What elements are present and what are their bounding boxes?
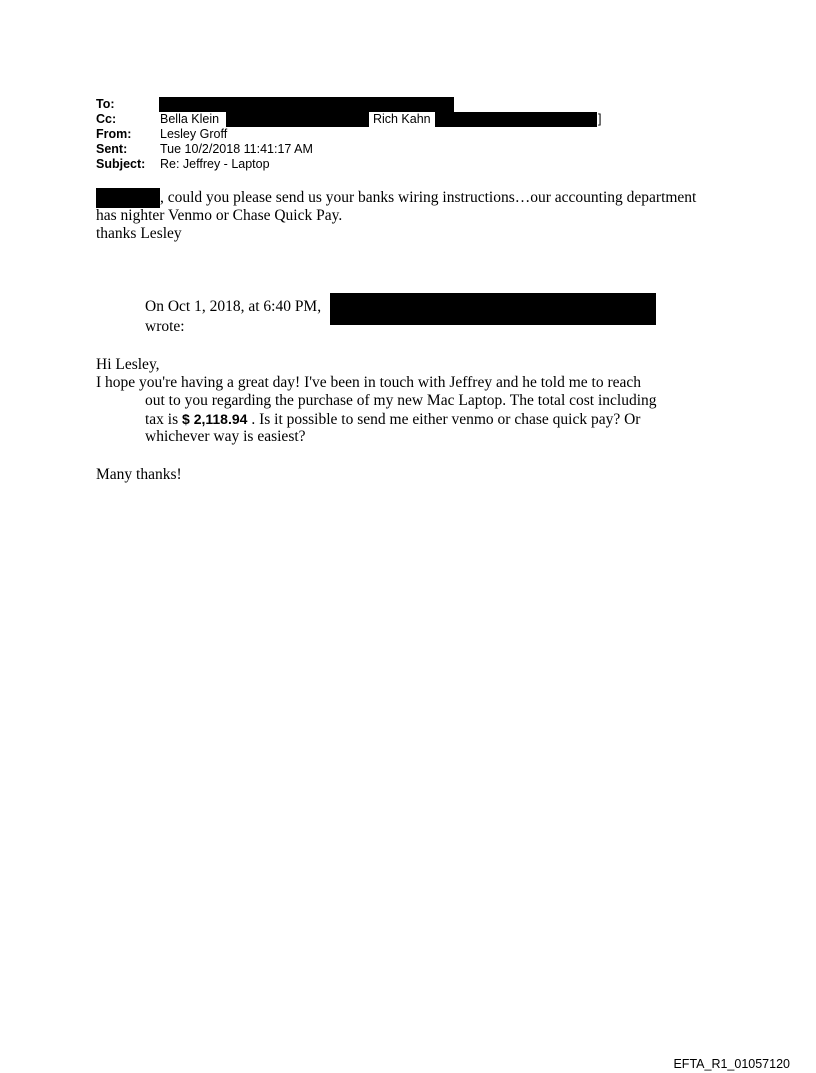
message-line: I hope you're having a great day! I've been in touch with Jeffrey and he told me to reach xyxy=(96,374,642,391)
quote-intro: On Oct 1, 2018, at 6:40 PM, xyxy=(145,298,322,315)
redaction-block xyxy=(159,97,454,112)
reply-text: , could you please send us your banks wiring instructions…our accounting department xyxy=(160,189,697,206)
reply-line: has nighter Venmo or Chase Quick Pay. xyxy=(96,207,343,224)
redaction-block xyxy=(330,293,656,325)
reply-body xyxy=(96,189,736,243)
cc-name: ; Rich Kahn xyxy=(366,112,431,126)
reply-line xyxy=(96,189,736,207)
greeting: Hi Lesley, xyxy=(96,356,160,373)
message-line: out to you regarding the purchase of my new Mac Laptop. The total cost including xyxy=(145,392,657,409)
redaction-block xyxy=(96,188,160,208)
document-id: EFTA_R1_01057120 xyxy=(673,1057,790,1071)
reply-line: thanks Lesley xyxy=(96,225,182,242)
message-line xyxy=(96,410,716,428)
subject-value: Re: Jeffrey - Laptop xyxy=(160,157,270,171)
redaction-block xyxy=(226,112,369,127)
quote-wrote: wrote: xyxy=(145,318,185,335)
from-label: From: xyxy=(96,127,132,141)
tax-suffix: . Is it possible to send me either venmo or chase quick pay? Or xyxy=(247,411,641,428)
total-amount: $ 2,118.94 xyxy=(182,411,248,427)
redaction-block xyxy=(435,112,597,127)
closing: Many thanks! xyxy=(96,466,182,483)
quote-attribution xyxy=(145,298,321,336)
sent-value: Tue 10/2/2018 11:41:17 AM xyxy=(160,142,313,156)
sent-label: Sent: xyxy=(96,142,128,156)
tax-prefix: tax is xyxy=(145,411,183,428)
subject-label: Subject: xyxy=(96,157,146,171)
cc-name: Bella Klein xyxy=(160,112,220,126)
from-value: Lesley Groff xyxy=(160,127,228,141)
to-label: To: xyxy=(96,97,115,111)
message-line: whichever way is easiest? xyxy=(145,428,306,445)
cc-end: ] xyxy=(598,112,602,126)
cc-label: Cc: xyxy=(96,112,117,126)
original-message xyxy=(96,356,716,446)
